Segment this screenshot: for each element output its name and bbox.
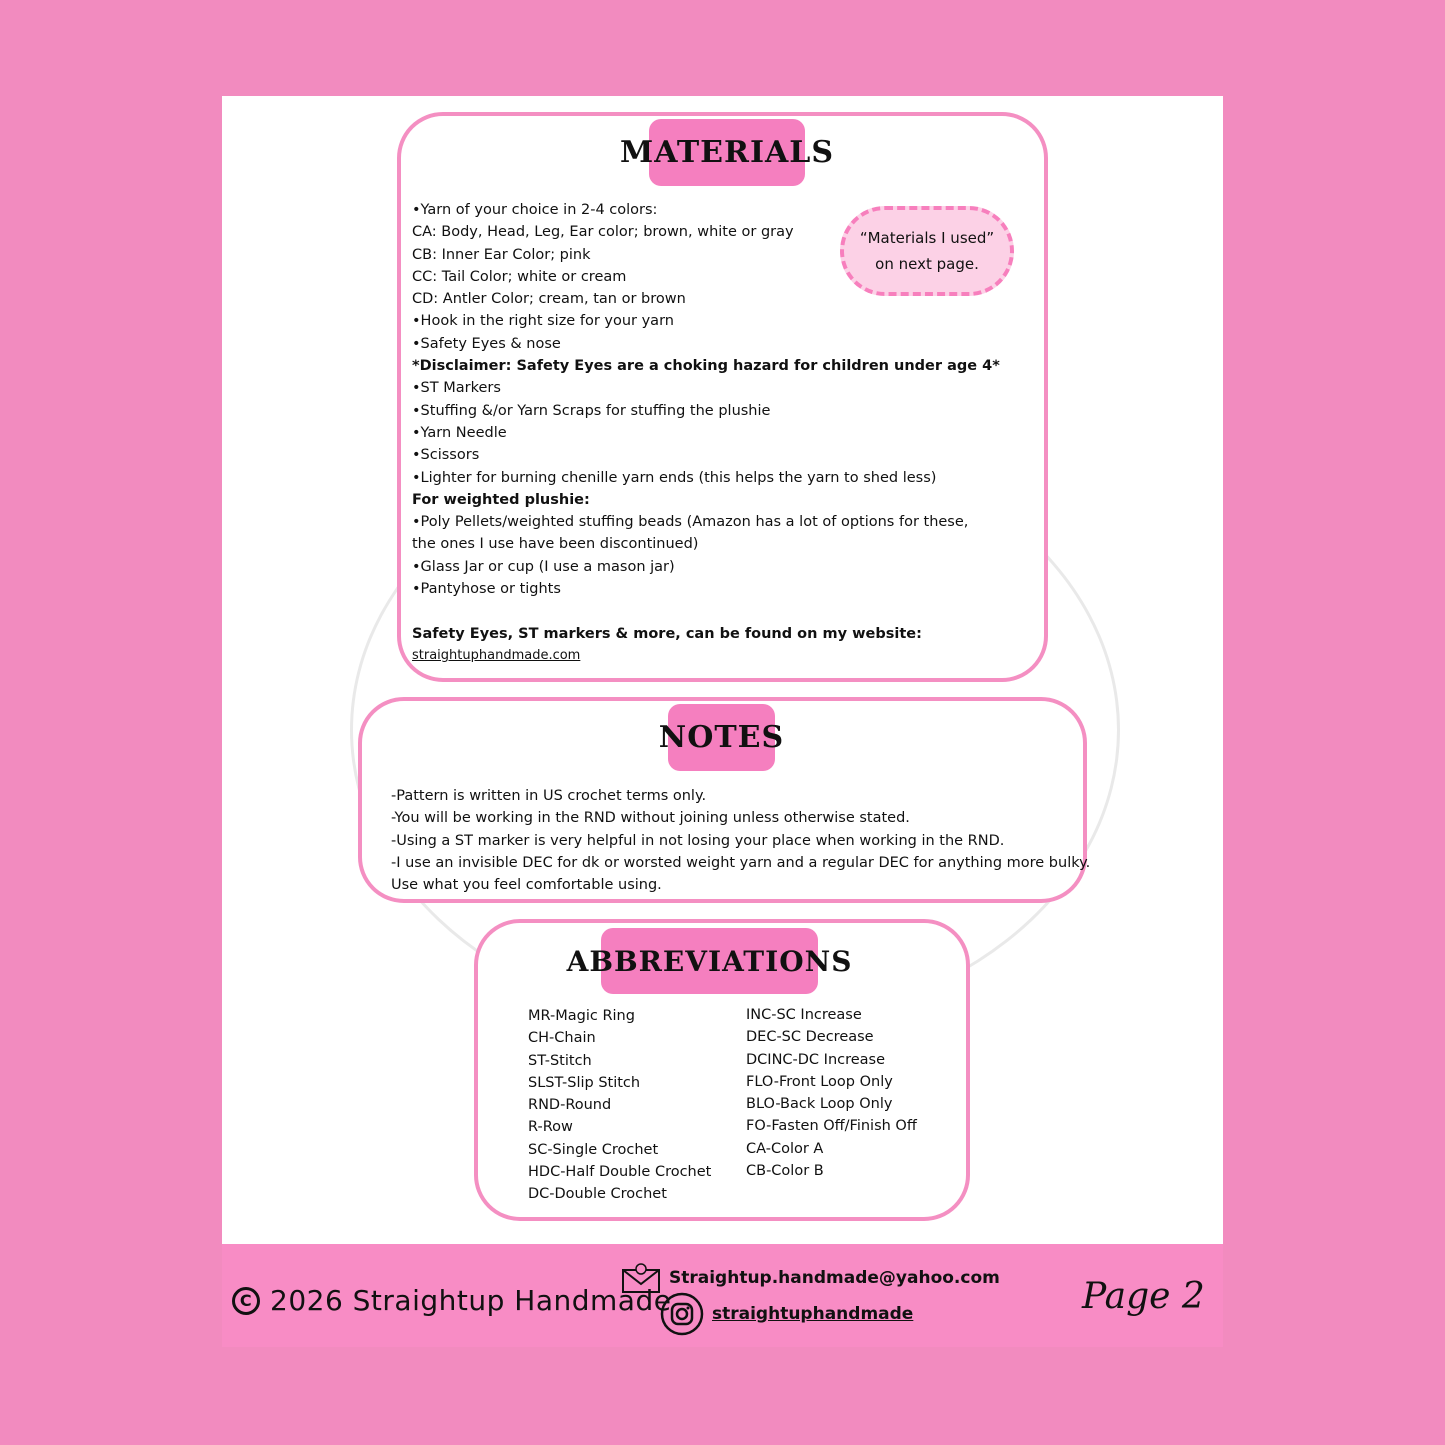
materials-line: •ST Markers [412, 380, 501, 397]
contact-instagram[interactable] [660, 1292, 913, 1336]
notes-line: -Using a ST marker is very helpful in not losing your place when working in the RND. [391, 832, 1005, 849]
materials-line: •Pantyhose or tights [412, 581, 561, 598]
abbreviation-item: RND-Round [528, 1097, 612, 1114]
materials-line: CC: Tail Color; white or cream [412, 268, 627, 285]
materials-line: •Poly Pellets/weighted stuffing beads (Amazon has a lot of options for these, [412, 514, 969, 531]
notes-line: Use what you feel comfortable using. [391, 877, 662, 894]
abbreviations-left-column [528, 1005, 711, 1206]
materials-line: CD: Antler Color; cream, tan or brown [412, 291, 686, 308]
materials-line: Safety Eyes, ST markers & more, can be found on my website: [412, 625, 922, 642]
abbreviation-item: INC-SC Increase [746, 1007, 862, 1023]
materials-line: •Lighter for burning chenille yarn ends (this helps the yarn to shed less) [412, 469, 937, 486]
abbreviations-right-column [746, 1004, 917, 1182]
abbreviation-item: R-Row [528, 1119, 573, 1136]
materials-line: •Hook in the right size for your yarn [412, 313, 674, 330]
materials-title: MATERIALS [649, 119, 805, 186]
abbreviation-item: HDC-Half Double Crochet [528, 1164, 712, 1181]
instagram-icon [660, 1292, 704, 1336]
abbreviation-item: FO-Fasten Off/Finish Off [746, 1118, 917, 1135]
abbreviation-item: CB-Color B [746, 1163, 824, 1180]
instagram-handle[interactable]: straightuphandmade [712, 1304, 914, 1324]
abbreviation-item: CH-Chain [528, 1030, 596, 1047]
notes-title: NOTES [668, 704, 775, 771]
materials-line: •Yarn Needle [412, 424, 507, 441]
notes-line: -I use an invisible DEC for dk or worsted weight yarn and a regular DEC for anything more bulky. [391, 854, 1091, 871]
abbreviation-item: SLST-Slip Stitch [528, 1074, 641, 1091]
materials-line[interactable]: straightuphandmade.com [412, 647, 581, 663]
abbreviation-item: CA-Color A [746, 1140, 824, 1157]
materials-line: CB: Inner Ear Color; pink [412, 246, 591, 263]
materials-used-bubble [840, 206, 1014, 296]
materials-line: •Stuffing &/or Yarn Scraps for stuffing the plushie [412, 402, 771, 419]
notes-list [391, 785, 1090, 896]
email-text[interactable]: Straightup.handmade@yahoo.com [669, 1268, 1000, 1288]
contact-email[interactable] [621, 1262, 1000, 1294]
materials-line: *Disclaimer: Safety Eyes are a choking hazard for children under age 4* [412, 358, 1000, 375]
copyright-text: 2026 Straightup Handmade [270, 1284, 672, 1317]
copyright-icon: C [232, 1287, 260, 1315]
materials-line [412, 600, 1000, 622]
materials-line: CA: Body, Head, Leg, Ear color; brown, white or gray [412, 224, 794, 241]
notes-line: -Pattern is written in US crochet terms only. [391, 788, 707, 804]
materials-line: For weighted plushie: [412, 491, 590, 508]
notes-line: -You will be working in the RND without joining unless otherwise stated. [391, 810, 910, 827]
bubble-line-2: on next page. [875, 255, 979, 273]
materials-line: •Yarn of your choice in 2-4 colors: [412, 202, 658, 218]
materials-line: the ones I use have been discontinued) [412, 536, 699, 553]
copyright [232, 1284, 671, 1317]
abbreviation-item: MR-Magic Ring [528, 1008, 635, 1024]
materials-line: •Glass Jar or cup (I use a mason jar) [412, 558, 675, 575]
abbreviation-item: DCINC-DC Increase [746, 1051, 886, 1068]
abbreviation-item: DEC-SC Decrease [746, 1029, 874, 1046]
abbreviation-item: BLO-Back Loop Only [746, 1096, 893, 1113]
abbreviation-item: DC-Double Crochet [528, 1186, 667, 1203]
materials-line: •Scissors [412, 447, 480, 464]
abbreviations-title: ABBREVIATIONS [601, 928, 818, 994]
mail-icon [621, 1262, 661, 1294]
materials-line: •Safety Eyes & nose [412, 335, 561, 352]
abbreviation-item: SC-Single Crochet [528, 1141, 659, 1158]
abbreviation-item: ST-Stitch [528, 1052, 592, 1069]
abbreviation-item: FLO-Front Loop Only [746, 1073, 893, 1090]
bubble-line-1: “Materials I used” [859, 229, 995, 247]
page-number: Page 2 [1082, 1276, 1205, 1317]
